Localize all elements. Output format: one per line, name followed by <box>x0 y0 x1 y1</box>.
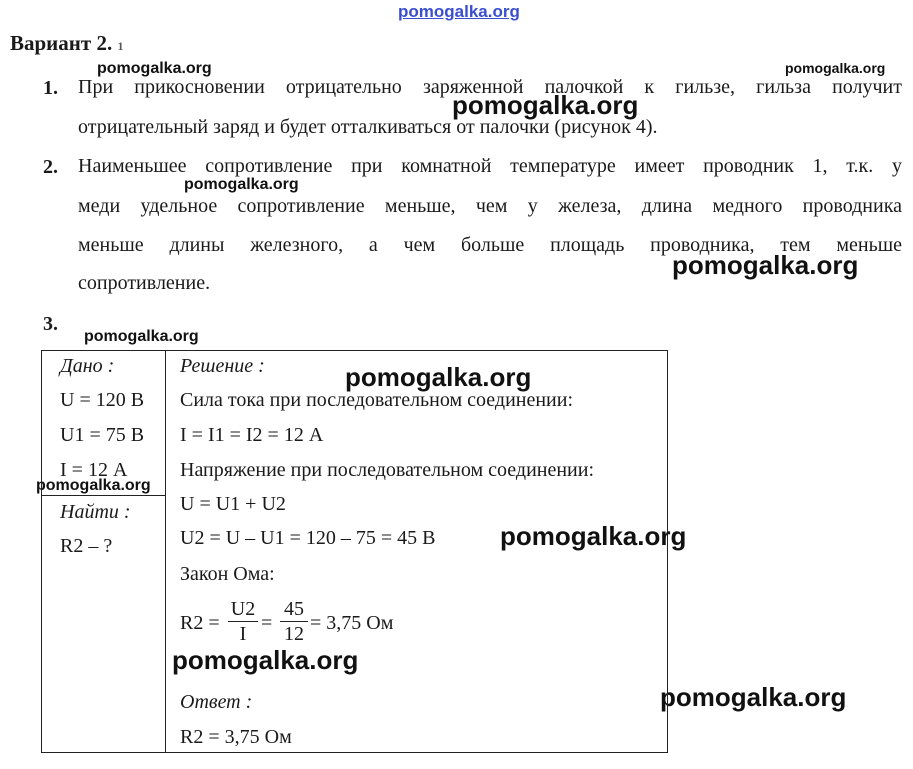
given-voltage <box>60 389 144 412</box>
fraction-denominator: 12 <box>284 623 304 645</box>
watermark: pomogalka.org <box>500 521 687 551</box>
fraction-denominator: I <box>239 623 247 645</box>
given-voltage-1 <box>60 424 144 447</box>
item1-line1-text: При прикосновении отрицательно заряженной палочкой к гильзе, гильза получит <box>78 76 902 98</box>
u2-formula: U2 = U – U1 = 120 – 75 = 45 В <box>180 527 436 549</box>
ohm-law-text: Закон Ома: <box>180 563 275 585</box>
watermark: pomogalka.org <box>184 176 299 193</box>
answer-header: Ответ : <box>180 691 253 713</box>
watermark-top[interactable]: pomogalka.org <box>398 2 520 21</box>
series-voltage-text: Напряжение при последовательном соединении: <box>180 459 595 481</box>
find-header: Найти : <box>60 501 131 523</box>
watermark: pomogalka.org <box>345 362 532 392</box>
watermark: pomogalka.org <box>36 477 151 494</box>
given-voltage-1-text: U1 = 75 В <box>60 424 145 446</box>
series-current-formula: I = I1 = I2 = 12 А <box>180 424 324 446</box>
watermark: pomogalka.org <box>84 328 199 345</box>
fraction-u2-over-i <box>228 597 258 646</box>
solution-table <box>41 350 668 753</box>
equals-sign: = <box>261 612 273 634</box>
given-voltage-text: U = 120 В <box>60 389 145 411</box>
watermark: pomogalka.org <box>672 250 859 280</box>
given-header: Дано : <box>60 355 115 377</box>
watermark: pomogalka.org <box>660 682 847 712</box>
answer-value: R2 = 3,75 Ом <box>180 726 292 748</box>
given-current <box>60 459 127 482</box>
item1-line1 <box>78 76 902 99</box>
item2-line2-text: меди удельное сопротивление меньше, чем у железа, длина медного проводника <box>78 195 902 217</box>
item2-line1 <box>78 155 902 178</box>
watermark: pomogalka.org <box>172 645 359 675</box>
item2-line4: сопротивление. <box>78 272 211 294</box>
given-current-text: I = 12 А <box>60 459 128 481</box>
title-text: Вариант 2. <box>10 31 113 55</box>
fraction-45-over-12 <box>280 597 308 646</box>
item2-line2 <box>78 195 902 218</box>
row-divider <box>42 495 165 496</box>
item2-line1-text: Наименьшее сопротивление при комнатной температуре имеет проводник 1, т.к. у <box>78 155 902 177</box>
item2-line3-text: меньше длины железного, а чем больше площадь проводника, тем меньше <box>78 234 902 256</box>
watermark: pomogalka.org <box>785 60 886 76</box>
item2-line3 <box>78 234 902 257</box>
ohm-lhs: R2 = <box>180 612 220 634</box>
fraction-numerator: U2 <box>230 598 256 620</box>
ohm-result: = 3,75 Ом <box>310 612 394 634</box>
watermark: pomogalka.org <box>452 90 639 120</box>
item-number: 3. <box>43 313 58 335</box>
column-divider <box>165 351 166 752</box>
page-title <box>10 31 123 56</box>
series-current-text: Сила тока при последовательном соединении: <box>180 389 574 411</box>
voltage-sum-formula: U = U1 + U2 <box>180 493 286 515</box>
solution-header: Решение : <box>180 355 265 377</box>
item-number: 2. <box>43 156 58 178</box>
fraction-numerator: 45 <box>284 598 304 620</box>
item-number: 1. <box>43 77 58 99</box>
watermark: pomogalka.org <box>97 60 212 77</box>
find-value: R2 – ? <box>60 535 113 557</box>
item1-line2: отрицательный заряд и будет отталкиваться от палочки (рисунок 4). <box>78 116 658 138</box>
title-mark: 1 <box>117 39 124 53</box>
